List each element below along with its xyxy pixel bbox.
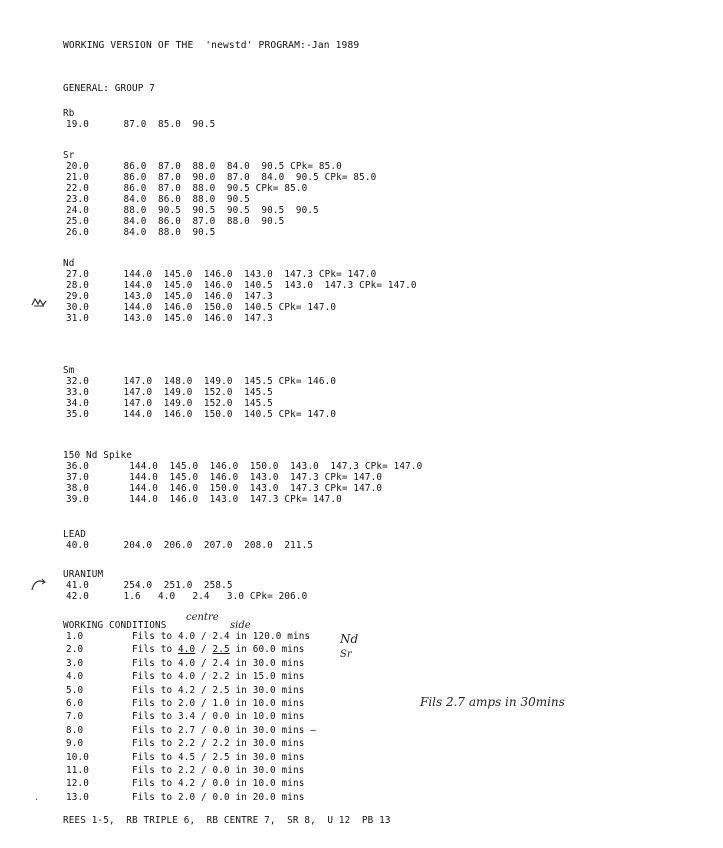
condition-number: 11.0	[66, 765, 89, 776]
section-heading: LEAD	[63, 529, 86, 540]
mins-label: mins	[275, 738, 305, 750]
section-heading: Nd	[63, 258, 75, 269]
fils-amps-a: 4.2	[177, 684, 196, 696]
data-row: 40.0 204.0 206.0 207.0 208.0 211.5	[66, 540, 314, 551]
data-row: 36.0 144.0 145.0 146.0 150.0 143.0 147.3 CPk= 147.0	[66, 461, 423, 472]
condition-number: 1.0	[66, 631, 84, 642]
fils-minutes: 30.0	[252, 724, 276, 736]
separator: /	[195, 791, 213, 803]
condition-row	[66, 725, 316, 736]
data-row: 30.0 144.0 146.0 150.0 140.5 CPk= 147.0	[66, 302, 337, 313]
mins-label: mins	[275, 657, 305, 669]
handwritten-nd: Nd	[340, 632, 359, 646]
fils-amps-b: 2.2	[212, 671, 230, 683]
data-row: 28.0 144.0 145.0 146.0 140.5 143.0 147.3 CPk= 147.0	[66, 280, 417, 291]
separator: /	[195, 698, 213, 709]
fils-amps-b: 1.0	[212, 698, 230, 709]
scribble-icon	[30, 296, 48, 312]
data-row: 31.0 143.0 145.0 146.0 147.3	[66, 313, 273, 324]
in-label: in	[229, 751, 253, 763]
fils-minutes: 120.0	[252, 631, 282, 642]
fils-minutes: 10.0	[252, 698, 276, 709]
fils-minutes: 30.0	[252, 684, 276, 696]
condition-number: 6.0	[66, 698, 84, 709]
data-row: 33.0 147.0 149.0 152.0 145.5	[66, 387, 273, 398]
condition-number: 2.0	[66, 644, 84, 656]
fils-amps-a: 2.7	[177, 724, 196, 736]
handwritten-centre: centre	[186, 612, 219, 623]
fils-label: Fils to	[132, 738, 178, 750]
in-label: in	[229, 778, 253, 790]
separator: /	[195, 765, 213, 776]
data-row: 34.0 147.0 149.0 152.0 145.5	[66, 398, 273, 409]
in-label: in	[229, 684, 253, 696]
data-row: 39.0 144.0 146.0 143.0 147.3 CPk= 147.0	[66, 494, 342, 505]
condition-number: 10.0	[66, 751, 89, 763]
condition-row	[66, 658, 304, 669]
dot-mark-icon: ·	[35, 795, 39, 806]
data-row: 21.0 86.0 87.0 90.0 87.0 84.0 90.5 CPk= 85.0	[66, 172, 377, 183]
fils-label: Fils to	[132, 778, 178, 790]
separator: /	[195, 684, 213, 696]
handwritten-sr: Sr	[340, 649, 352, 660]
in-label: in	[229, 671, 253, 683]
data-row: 37.0 144.0 145.0 146.0 143.0 147.3 CPk= 147.0	[66, 472, 383, 483]
data-row: 35.0 144.0 146.0 150.0 140.5 CPk= 147.0	[66, 409, 337, 420]
mins-label: mins	[275, 765, 305, 776]
separator: /	[195, 738, 213, 750]
fils-amps-a: 2.0	[177, 698, 196, 709]
fils-amps-b: 0.0	[212, 765, 230, 776]
handwritten-side: side	[230, 620, 251, 631]
condition-row	[66, 765, 304, 776]
data-row: 38.0 144.0 146.0 150.0 143.0 147.3 CPk= 147.0	[66, 483, 383, 494]
in-label: in	[229, 631, 253, 642]
fils-label: Fils to	[132, 671, 178, 683]
condition-row	[66, 738, 304, 749]
group-title: GENERAL: GROUP 7	[63, 83, 155, 94]
separator: /	[195, 751, 213, 763]
fils-label: Fils to	[132, 657, 178, 669]
condition-number: 5.0	[66, 684, 84, 696]
fils-amps-b: 0.0	[212, 791, 230, 803]
separator: /	[195, 778, 213, 790]
fils-minutes: 60.0	[252, 644, 276, 656]
condition-number: 12.0	[66, 778, 89, 790]
in-label: in	[229, 698, 253, 709]
mins-label: mins	[281, 631, 311, 642]
condition-row	[66, 644, 304, 655]
working-conditions-header: WORKING CONDITIONS	[63, 620, 167, 631]
separator: /	[195, 644, 213, 656]
data-row: 23.0 84.0 86.0 88.0 90.5	[66, 194, 250, 205]
in-label: in	[229, 765, 253, 776]
fils-minutes: 15.0	[252, 671, 276, 683]
section-heading: Sm	[63, 365, 75, 376]
data-row: 27.0 144.0 145.0 146.0 143.0 147.3 CPk= 147.0	[66, 269, 377, 280]
in-label: in	[229, 738, 253, 750]
fils-minutes: 10.0	[252, 778, 276, 790]
mins-label: mins	[275, 711, 305, 723]
fils-label: Fils to	[132, 631, 178, 642]
condition-number: 4.0	[66, 671, 84, 683]
in-label: in	[229, 724, 253, 736]
in-label: in	[229, 711, 253, 723]
document-title: WORKING VERSION OF THE 'newstd' PROGRAM:-Jan 1989	[63, 40, 360, 51]
fils-label: Fils to	[132, 751, 178, 763]
condition-row	[66, 752, 304, 763]
condition-number: 9.0	[66, 738, 84, 750]
data-row: 26.0 84.0 88.0 90.5	[66, 227, 216, 238]
fils-amps-a: 3.4	[177, 711, 196, 723]
fils-minutes: 10.0	[252, 711, 276, 723]
section-heading: Sr	[63, 150, 75, 161]
fils-label: Fils to	[132, 711, 178, 723]
fils-amps-b: 2.2	[212, 738, 230, 750]
condition-row	[66, 792, 304, 803]
fils-amps-a: 4.2	[177, 778, 196, 790]
mins-label: mins	[275, 684, 305, 696]
in-label: in	[229, 644, 253, 656]
mins-label: mins	[275, 644, 305, 656]
fils-label: Fils to	[132, 684, 178, 696]
fils-amps-b: 0.0	[212, 724, 230, 736]
fils-minutes: 30.0	[252, 657, 276, 669]
fils-amps-b: 0.0	[212, 711, 230, 723]
fils-label: Fils to	[132, 765, 178, 776]
handwritten-note: Fils 2.7 amps in 30mins	[420, 695, 565, 709]
fils-amps-b: 2.5	[212, 684, 230, 696]
condition-row	[66, 778, 304, 789]
condition-row	[66, 631, 310, 642]
mins-label: mins	[275, 791, 305, 803]
data-row: 41.0 254.0 251.0 258.5	[66, 580, 233, 591]
footer-line: REES 1-5, RB TRIPLE 6, RB CENTRE 7, SR 8, U 12 PB 13	[63, 815, 391, 826]
in-label: in	[229, 791, 253, 803]
condition-row	[66, 698, 304, 709]
condition-number: 13.0	[66, 791, 89, 803]
condition-row	[66, 685, 304, 696]
fils-minutes: 30.0	[252, 751, 276, 763]
fils-amps-a: 4.0	[177, 671, 196, 683]
section-heading: URANIUM	[63, 569, 104, 580]
fils-amps-a: 4.0	[177, 631, 196, 642]
data-row: 42.0 1.6 4.0 2.4 3.0 CPk= 206.0	[66, 591, 308, 602]
fils-minutes: 20.0	[252, 791, 276, 803]
data-row: 24.0 88.0 90.5 90.5 90.5 90.5 90.5	[66, 205, 319, 216]
fils-amps-a: 4.0	[177, 657, 196, 669]
fils-amps-a: 4.0	[177, 644, 196, 656]
fils-amps-b: 2.5	[212, 644, 230, 656]
section-heading: Rb	[63, 108, 75, 119]
fils-amps-b: 2.4	[212, 631, 230, 642]
mins-label: mins	[275, 778, 305, 790]
fils-minutes: 30.0	[252, 738, 276, 750]
mins-label: mins	[275, 724, 305, 736]
data-row: 29.0 143.0 145.0 146.0 147.3	[66, 291, 273, 302]
fils-amps-a: 2.2	[177, 738, 196, 750]
mins-label: mins	[275, 751, 305, 763]
fils-label: Fils to	[132, 698, 178, 709]
handwritten-dash: —	[304, 724, 316, 736]
separator: /	[195, 711, 213, 723]
condition-number: 8.0	[66, 724, 84, 736]
separator: /	[195, 724, 213, 736]
fils-label: Fils to	[132, 724, 178, 736]
fils-label: Fils to	[132, 644, 178, 656]
fils-amps-b: 2.4	[212, 657, 230, 669]
mins-label: mins	[275, 671, 305, 683]
condition-number: 3.0	[66, 657, 84, 669]
arrow-scribble-icon	[28, 577, 48, 595]
condition-number: 7.0	[66, 711, 84, 723]
data-row: 25.0 84.0 86.0 87.0 88.0 90.5	[66, 216, 285, 227]
condition-row	[66, 711, 304, 722]
data-row: 32.0 147.0 148.0 149.0 145.5 CPk= 146.0	[66, 376, 337, 387]
fils-amps-b: 0.0	[212, 778, 230, 790]
fils-amps-b: 2.5	[212, 751, 230, 763]
separator: /	[195, 671, 213, 683]
data-row: 22.0 86.0 87.0 88.0 90.5 CPk= 85.0	[66, 183, 308, 194]
fils-amps-a: 2.2	[177, 765, 196, 776]
separator: /	[195, 631, 213, 642]
fils-minutes: 30.0	[252, 765, 276, 776]
fils-label: Fils to	[132, 791, 178, 803]
in-label: in	[229, 657, 253, 669]
fils-amps-a: 2.0	[177, 791, 196, 803]
separator: /	[195, 657, 213, 669]
data-row: 20.0 86.0 87.0 88.0 84.0 90.5 CPk= 85.0	[66, 161, 342, 172]
fils-amps-a: 4.5	[177, 751, 196, 763]
section-heading: 150 Nd Spike	[63, 450, 132, 461]
data-row: 19.0 87.0 85.0 90.5	[66, 119, 216, 130]
condition-row	[66, 671, 304, 682]
mins-label: mins	[275, 698, 305, 709]
